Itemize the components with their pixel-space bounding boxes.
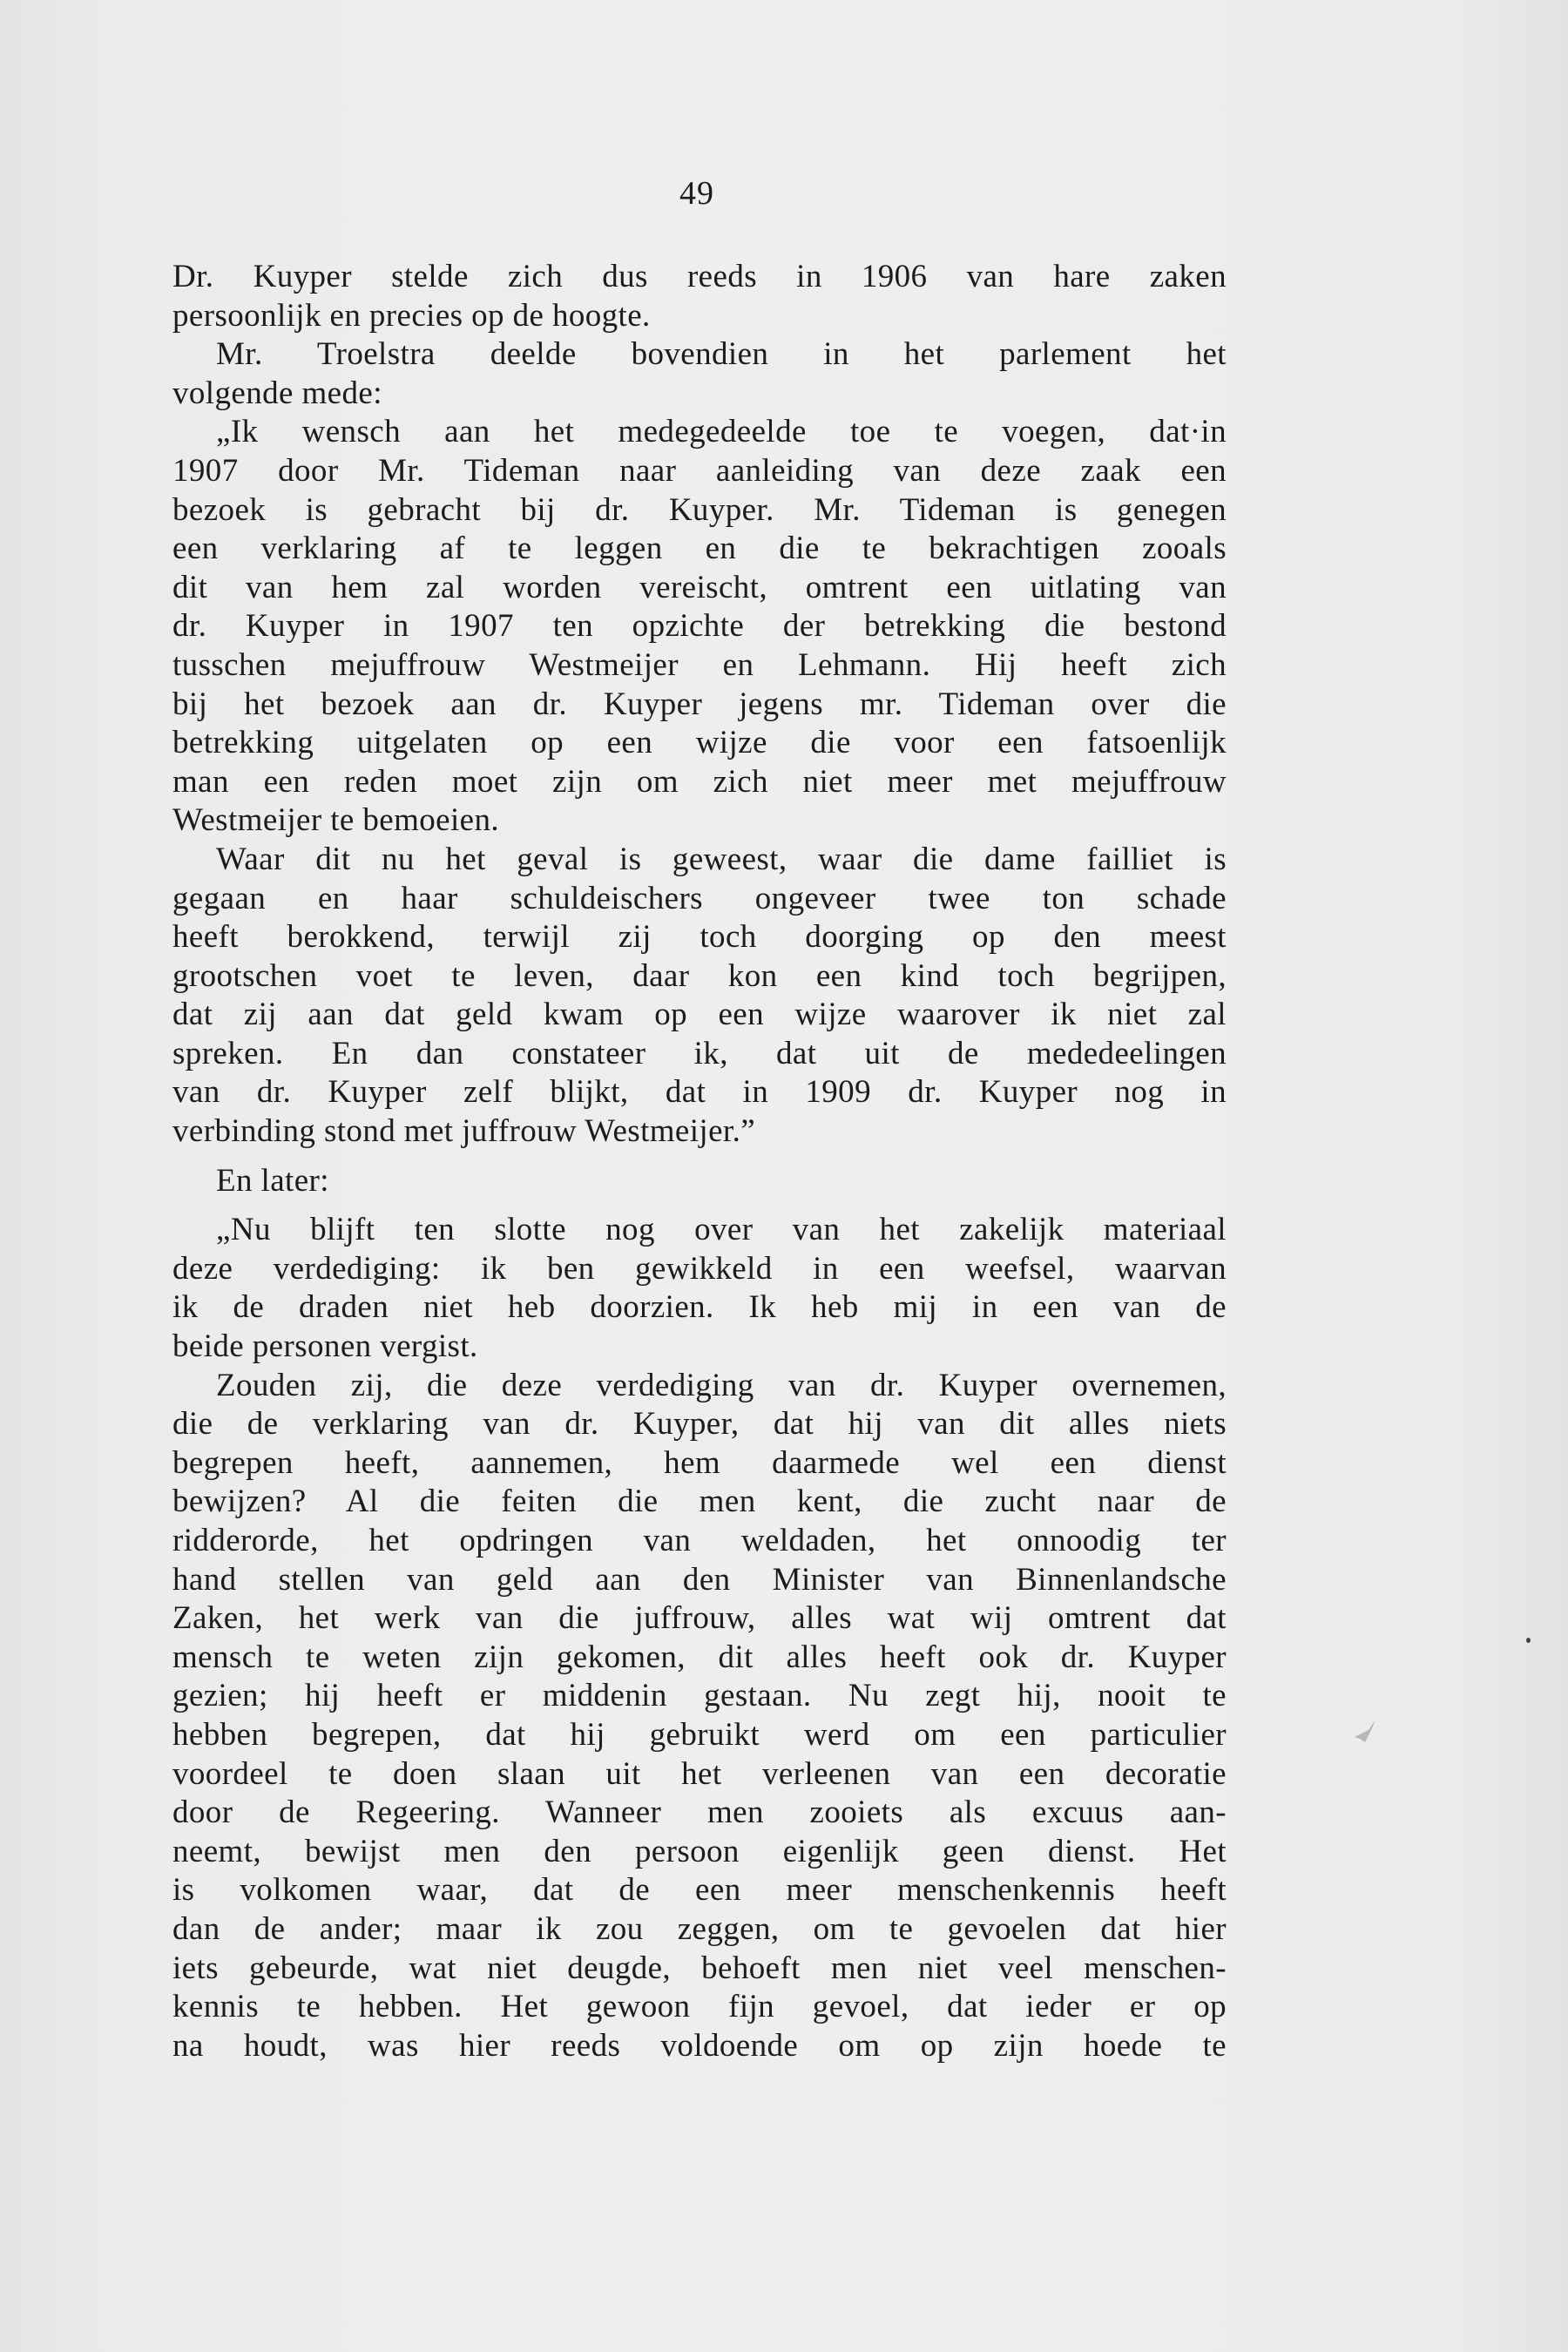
text-line: gezien; hij heeft er middenin gestaan. Nu zegt hij, nooit te: [172, 1678, 1227, 1714]
text-line: Zouden zij, die deze verdediging van dr. Kuyper overnemen,: [216, 1367, 1227, 1403]
text-line: beide personen vergist.: [172, 1328, 478, 1365]
text-line: dan de ander; maar ik zou zeggen, om te gevoelen dat hier: [172, 1910, 1227, 1947]
text-line: ik de draden niet heb doorzien. Ik heb mij in een van de: [172, 1289, 1227, 1326]
text-line: tusschen mejuffrouw Westmeijer en Lehmann. Hij heeft zich: [172, 646, 1227, 683]
text-line: mensch te weten zijn gekomen, dit alles heeft ook dr. Kuyper: [172, 1639, 1227, 1675]
text-line: „Nu blijft ten slotte nog over van het zakelijk materiaal: [216, 1212, 1227, 1248]
paper-mark: [1353, 1718, 1377, 1744]
text-line: man een reden moet zijn om zich niet meer met mejuffrouw: [172, 763, 1227, 800]
text-line: gegaan en haar schuldeischers ongeveer twee ton schade: [172, 880, 1227, 916]
text-line: Waar dit nu het geval is geweest, waar die dame failliet is: [216, 841, 1227, 877]
text-line: van dr. Kuyper zelf blijkt, dat in 1909 dr. Kuyper nog in: [172, 1074, 1227, 1111]
text-line: Zaken, het werk van die juffrouw, alles wat wij omtrent dat: [172, 1600, 1227, 1637]
text-line: dit van hem zal worden vereischt, omtrent een uitlating van: [172, 569, 1227, 605]
text-line: een verklaring af te leggen en die te bekrachtigen zooals: [172, 531, 1227, 567]
text-line: heeft berokkend, terwijl zij toch doorging op den meest: [172, 919, 1227, 956]
text-line: Westmeijer te bemoeien.: [172, 802, 500, 839]
text-line: na houdt, was hier reeds voldoende om op zijn hoede te: [172, 2027, 1227, 2064]
text-line: begrepen heeft, aannemen, hem daarmede wel een dienst: [172, 1444, 1227, 1481]
text-line: door de Regeering. Wanneer men zooiets als excuus aan-: [172, 1794, 1227, 1831]
text-line: „Ik wensch aan het medegedeelde toe te voegen, dat·in: [216, 414, 1227, 450]
text-line: ridderorde, het opdringen van weldaden, het onnoodig ter: [172, 1523, 1227, 1558]
text-line: Mr. Troelstra deelde bovendien in het parlement het: [216, 336, 1227, 373]
text-line: die de verklaring van dr. Kuyper, dat hij van dit alles niets: [172, 1406, 1227, 1443]
text-line: dr. Kuyper in 1907 ten opzichte der betrekking die bestond: [172, 608, 1227, 645]
text-line: 1907 door Mr. Tideman naar aanleiding van deze zaak een: [172, 452, 1227, 489]
text-line: verbinding stond met juffrouw Westmeijer.”: [172, 1113, 756, 1150]
text-line: kennis te hebben. Het gewoon fijn gevoel, dat ieder er op: [172, 1989, 1227, 2025]
page-number: 49: [679, 175, 714, 212]
text-line: is volkomen waar, dat de een meer menschenkennis heeft: [172, 1872, 1227, 1909]
text-line: spreken. En dan constateer ik, dat uit de mededeelingen: [172, 1035, 1227, 1071]
text-line: grootschen voet te leven, daar kon een kind toch begrijpen,: [172, 957, 1227, 994]
text-line: iets gebeurde, wat niet deugde, behoeft men niet veel menschen-: [172, 1950, 1227, 1986]
paper-speck: [1526, 1638, 1531, 1643]
text-line: dat zij aan dat geld kwam op een wijze waarover ik niet zal: [172, 997, 1227, 1033]
text-line: bij het bezoek aan dr. Kuyper jegens mr. Tideman over die: [172, 686, 1227, 722]
body-text: [172, 258, 1227, 2065]
text-line: betrekking uitgelaten op een wijze die voor een fatsoenlijk: [172, 725, 1227, 761]
text-line: hand stellen van geld aan den Minister van Binnenlandsche: [172, 1561, 1227, 1598]
text-line: deze verdediging: ik ben gewikkeld in een weefsel, waarvan: [172, 1250, 1227, 1287]
text-line: Dr. Kuyper stelde zich dus reeds in 1906 van hare zaken: [172, 259, 1227, 294]
text-line: neemt, bewijst men den persoon eigenlijk geen dienst. Het: [172, 1833, 1227, 1869]
paragraph-gap: [172, 1200, 1227, 1211]
text-line: voordeel te doen slaan uit het verleenen van een decoratie: [172, 1755, 1227, 1792]
text-line: En later:: [216, 1162, 329, 1199]
text-line: bezoek is gebracht bij dr. Kuyper. Mr. Tideman is genegen: [172, 491, 1227, 528]
text-line: volgende mede:: [172, 375, 382, 411]
text-line: persoonlijk en precies op de hoogte.: [172, 297, 651, 334]
paragraph-gap: [172, 1152, 1227, 1162]
text-line: hebben begrepen, dat hij gebruikt werd om een particulier: [172, 1716, 1227, 1753]
text-line: bewijzen? Al die feiten die men kent, die zucht naar de: [172, 1484, 1227, 1520]
